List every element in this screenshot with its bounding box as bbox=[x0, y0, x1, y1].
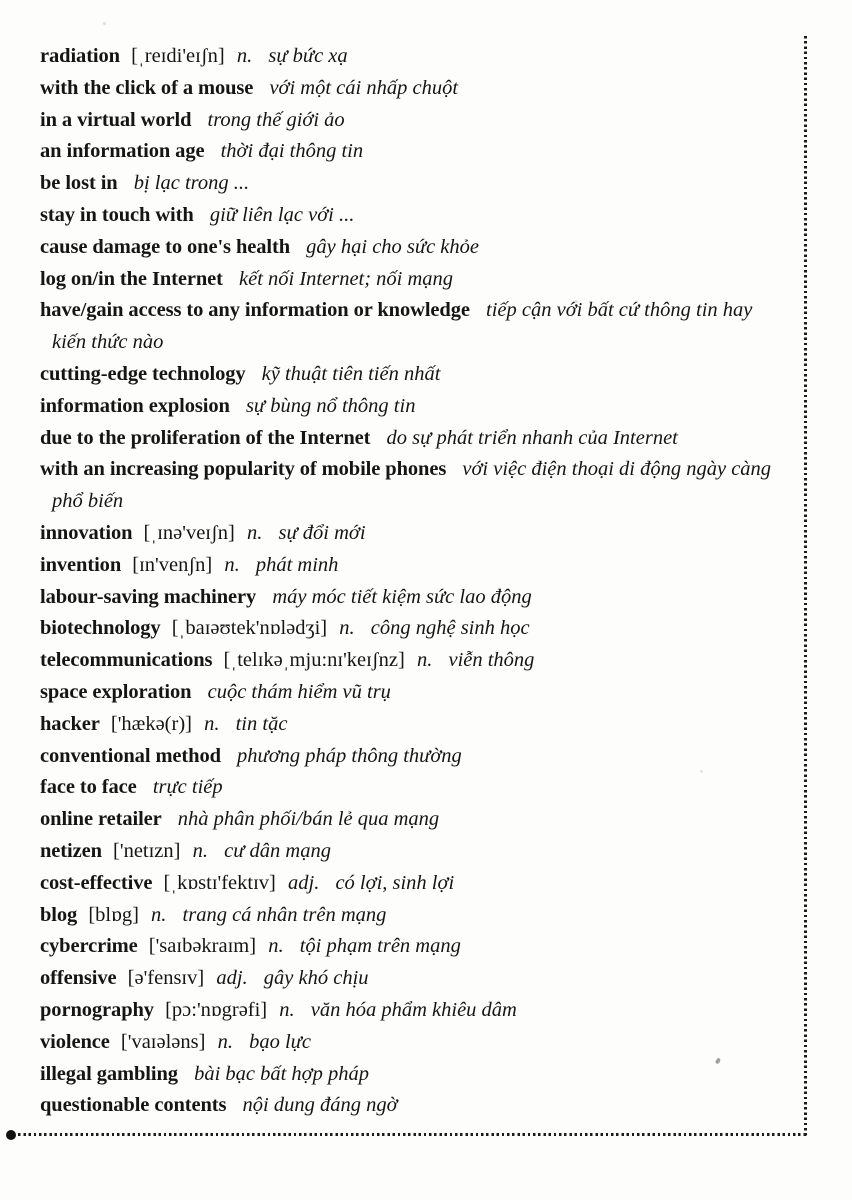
english-term: be lost in bbox=[40, 172, 118, 195]
part-of-speech: n. bbox=[279, 998, 295, 1021]
vocab-entry bbox=[40, 518, 782, 550]
english-term: conventional method bbox=[40, 744, 221, 767]
vocab-entry bbox=[40, 645, 782, 677]
part-of-speech: n. bbox=[416, 649, 433, 672]
part-of-speech: n. bbox=[236, 45, 253, 67]
scan-speck bbox=[575, 300, 578, 303]
vietnamese-translation: máy móc tiết kiệm sức lao động bbox=[272, 585, 532, 608]
vocab-entry bbox=[40, 168, 782, 200]
vocab-entry bbox=[40, 709, 782, 741]
english-term: labour-saving machinery bbox=[40, 585, 257, 608]
vocab-entry bbox=[40, 41, 782, 73]
english-term: blog bbox=[40, 903, 78, 926]
vocab-entry bbox=[40, 741, 782, 773]
phonetic-transcription: ['saɪbəkraɪm] bbox=[148, 935, 257, 958]
vocab-entry bbox=[40, 900, 782, 932]
phonetic-transcription: [ɪn'venʃn] bbox=[132, 553, 213, 576]
english-term: log on/in the Internet bbox=[40, 267, 223, 290]
vietnamese-translation: tiếp cận với bất cứ thông tin hay kiến thức nào bbox=[52, 299, 753, 354]
vocab-entry bbox=[40, 677, 782, 709]
vietnamese-translation: kỹ thuật tiên tiến nhất bbox=[261, 362, 441, 385]
vietnamese-translation: tội phạm trên mạng bbox=[299, 935, 461, 958]
part-of-speech: adj. bbox=[288, 871, 320, 894]
vocab-entry bbox=[40, 264, 782, 296]
vocab-entry bbox=[40, 613, 782, 645]
vietnamese-translation: bài bạc bất hợp pháp bbox=[194, 1062, 369, 1085]
english-term: with an increasing popularity of mobile phones bbox=[40, 458, 447, 481]
english-term: netizen bbox=[40, 839, 102, 862]
vocab-entry bbox=[40, 772, 782, 804]
english-term: cybercrime bbox=[40, 935, 138, 958]
vietnamese-translation: nội dung đáng ngờ bbox=[242, 1094, 398, 1117]
vocab-entry bbox=[40, 931, 782, 963]
english-term: telecommunications bbox=[40, 649, 213, 672]
english-term: pornography bbox=[40, 998, 154, 1021]
english-term: face to face bbox=[40, 776, 137, 799]
vietnamese-translation: trang cá nhân trên mạng bbox=[182, 903, 387, 926]
vocab-entry bbox=[40, 1090, 782, 1122]
vocab-entry bbox=[40, 391, 782, 423]
english-term: cost-effective bbox=[40, 871, 153, 894]
vocab-entry bbox=[40, 836, 782, 868]
english-term: biotechnology bbox=[40, 617, 161, 640]
vocab-entry bbox=[40, 105, 782, 137]
part-of-speech: n. bbox=[268, 935, 284, 958]
english-term: violence bbox=[40, 1030, 110, 1053]
phonetic-transcription: [ˌreɪdi'eɪʃn] bbox=[131, 45, 225, 67]
english-term: an information age bbox=[40, 140, 205, 163]
english-term: invention bbox=[40, 553, 122, 576]
vietnamese-translation: cuộc thám hiểm vũ trụ bbox=[207, 680, 391, 703]
vocab-entry bbox=[40, 359, 782, 391]
vietnamese-translation: cư dân mạng bbox=[224, 839, 331, 862]
vocab-entry bbox=[40, 582, 782, 614]
vietnamese-translation: trong thế giới ảo bbox=[207, 108, 345, 131]
vocab-entry bbox=[40, 1027, 782, 1059]
phonetic-transcription: ['hækə(r)] bbox=[110, 712, 192, 735]
vocab-entry bbox=[40, 454, 782, 518]
part-of-speech: n. bbox=[339, 617, 355, 640]
phonetic-transcription: [pɔ:'nɒgrəfi] bbox=[165, 998, 268, 1021]
vocab-entry bbox=[40, 423, 782, 455]
phonetic-transcription: ['vaɪələns] bbox=[120, 1030, 206, 1053]
english-term: questionable contents bbox=[40, 1094, 227, 1117]
english-term: innovation bbox=[40, 521, 133, 544]
english-term: have/gain access to any information or knowledge bbox=[40, 299, 470, 322]
english-term: space exploration bbox=[40, 680, 192, 703]
part-of-speech: adj. bbox=[216, 967, 248, 990]
phonetic-transcription: [ˌtelɪkəˌmju:nɪ'keɪʃnz] bbox=[223, 649, 405, 672]
scan-speck bbox=[700, 770, 703, 773]
english-term: cutting-edge technology bbox=[40, 362, 246, 385]
english-term: offensive bbox=[40, 967, 117, 990]
vietnamese-translation: có lợi, sinh lợi bbox=[335, 871, 455, 894]
vocab-entry bbox=[40, 295, 782, 359]
vietnamese-translation: bạo lực bbox=[249, 1030, 311, 1053]
part-of-speech: n. bbox=[192, 839, 208, 862]
vocab-entry bbox=[40, 232, 782, 264]
vietnamese-translation: bị lạc trong ... bbox=[133, 172, 250, 195]
vocab-entry bbox=[40, 868, 782, 900]
vietnamese-translation: gây khó chịu bbox=[263, 967, 369, 990]
vocab-entry bbox=[40, 73, 782, 105]
vocab-entry bbox=[40, 963, 782, 995]
vietnamese-translation: với việc điện thoại di động ngày càng phổ biến bbox=[52, 458, 772, 513]
vietnamese-translation: văn hóa phẩm khiêu dâm bbox=[310, 998, 517, 1021]
vietnamese-translation: công nghệ sinh học bbox=[370, 617, 530, 640]
phonetic-transcription: [ə'fensɪv] bbox=[127, 967, 205, 990]
vietnamese-translation: gây hại cho sức khỏe bbox=[306, 235, 480, 258]
english-term: in a virtual world bbox=[40, 108, 192, 131]
vietnamese-translation: kết nối Internet; nối mạng bbox=[239, 267, 454, 290]
vocab-entry bbox=[40, 136, 782, 168]
vocab-entry bbox=[40, 1059, 782, 1091]
english-term: due to the proliferation of the Internet bbox=[40, 426, 371, 449]
vietnamese-translation: trực tiếp bbox=[152, 776, 223, 799]
phonetic-transcription: [ˌbaɪəʊtek'nɒlədʒi] bbox=[171, 617, 328, 640]
part-of-speech: n. bbox=[151, 903, 167, 926]
vietnamese-translation: nhà phân phối/bán lẻ qua mạng bbox=[177, 808, 440, 831]
english-term: online retailer bbox=[40, 808, 162, 831]
vietnamese-translation: phương pháp thông thường bbox=[237, 744, 462, 767]
english-term: radiation bbox=[40, 45, 120, 67]
phonetic-transcription: [ˌɪnə'veɪʃn] bbox=[143, 521, 235, 544]
vocab-entry bbox=[40, 995, 782, 1027]
vocab-entry bbox=[40, 550, 782, 582]
english-term: with the click of a mouse bbox=[40, 76, 254, 99]
bullet-dot-icon bbox=[6, 1130, 16, 1140]
part-of-speech: n. bbox=[247, 521, 263, 544]
vocab-list bbox=[40, 41, 782, 1122]
scan-speck bbox=[103, 22, 106, 25]
vietnamese-translation: tin tặc bbox=[235, 712, 288, 735]
vietnamese-translation: do sự phát triển nhanh của Internet bbox=[386, 426, 678, 449]
phonetic-transcription: [ˌkɒstɪ'fektɪv] bbox=[163, 871, 276, 894]
vietnamese-translation: sự đổi mới bbox=[278, 521, 366, 544]
english-term: stay in touch with bbox=[40, 203, 194, 226]
english-term: hacker bbox=[40, 712, 100, 735]
vietnamese-translation: phát minh bbox=[255, 553, 339, 576]
vocab-entry bbox=[40, 200, 782, 232]
vietnamese-translation: sự bùng nổ thông tin bbox=[245, 394, 416, 417]
english-term: information explosion bbox=[40, 394, 230, 417]
vietnamese-translation: thời đại thông tin bbox=[220, 140, 364, 163]
part-of-speech: n. bbox=[204, 712, 220, 735]
dotted-border-right bbox=[804, 36, 807, 1136]
part-of-speech: n. bbox=[217, 1030, 233, 1053]
part-of-speech: n. bbox=[224, 553, 240, 576]
dotted-border-bottom bbox=[13, 1133, 807, 1136]
vietnamese-translation: viễn thông bbox=[448, 649, 535, 672]
vietnamese-translation: giữ liên lạc với ... bbox=[209, 203, 355, 226]
vietnamese-translation: sự bức xạ bbox=[268, 45, 348, 67]
phonetic-transcription: ['netɪzn] bbox=[113, 839, 181, 862]
phonetic-transcription: [blɒg] bbox=[88, 903, 139, 926]
english-term: cause damage to one's health bbox=[40, 235, 291, 258]
vocab-entry bbox=[40, 804, 782, 836]
vietnamese-translation: với một cái nhấp chuột bbox=[269, 76, 459, 99]
english-term: illegal gambling bbox=[40, 1062, 178, 1085]
